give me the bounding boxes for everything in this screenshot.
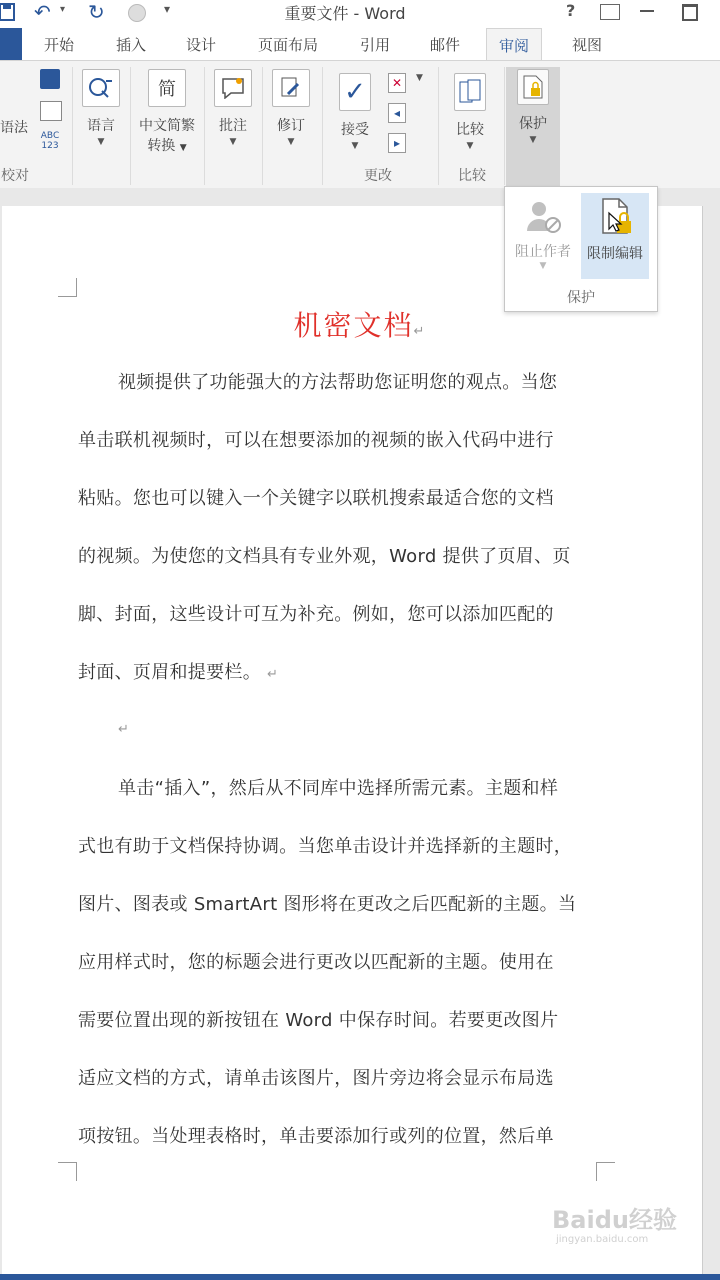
chevron-down-icon: ▼: [229, 137, 237, 147]
comment-icon: [214, 69, 252, 107]
compare-button[interactable]: [448, 73, 492, 151]
customize-qat-icon[interactable]: ▾: [164, 2, 171, 16]
accept-button[interactable]: [334, 73, 376, 151]
language-label: 语言: [87, 118, 115, 134]
previous-change-icon[interactable]: ◂: [388, 103, 406, 123]
reject-icon[interactable]: ✕: [388, 73, 406, 93]
protect-group-label: 保护: [567, 290, 595, 306]
restrict-editing-icon: [593, 195, 637, 239]
para1-line-2: 单击联机视频时，可以在想要添加的视频的嵌入代码中进行: [78, 430, 554, 451]
protect-label: 保护: [519, 116, 547, 132]
tab-mailings[interactable]: 邮件: [430, 36, 461, 54]
para2-line-6: 适应文档的方式，请单击该图片，图片旁边将会显示布局选: [78, 1068, 554, 1089]
tab-review[interactable]: 审阅: [486, 28, 542, 60]
reject-dropdown-icon[interactable]: ▼: [416, 73, 423, 83]
margin-corner-top-left: [58, 278, 77, 297]
protect-button[interactable]: [508, 69, 558, 145]
window-title: 重要文件 - Word: [284, 4, 406, 23]
accept-check-icon: ✓: [339, 73, 371, 111]
para1-line-3: 粘贴。您也可以键入一个关键字以联机搜索最适合您的文档: [78, 488, 554, 509]
para2-line-5: 需要位置出现的新按钮在 Word 中保存时间。若要更改图片: [78, 1010, 559, 1031]
ribbon-display-options-icon[interactable]: [600, 4, 620, 20]
research-icon[interactable]: [40, 69, 60, 89]
simplified-traditional-icon: 简: [148, 69, 186, 107]
language-button[interactable]: [80, 69, 122, 147]
tab-insert[interactable]: 插入: [116, 36, 147, 54]
chinese-convert-label1: 中文简繁: [139, 118, 195, 134]
undo-dropdown-icon[interactable]: ▾: [60, 4, 66, 15]
ribbon-tabs: [0, 28, 720, 60]
block-authors-button[interactable]: [509, 193, 577, 279]
block-authors-icon: [523, 197, 563, 237]
compare-label: 比较: [456, 122, 484, 138]
word-count-icon[interactable]: ABC 123: [40, 131, 60, 151]
minimize-icon[interactable]: [640, 10, 654, 12]
tab-home[interactable]: 开始: [44, 36, 75, 54]
help-button[interactable]: ?: [566, 1, 576, 20]
chevron-down-icon: ▼: [539, 261, 547, 271]
chinese-conversion-button[interactable]: [134, 69, 200, 155]
para1-line-5: 脚、封面，这些设计可互为补充。例如，您可以添加匹配的: [78, 604, 554, 625]
redo-icon[interactable]: ↻: [88, 0, 105, 24]
title-bar: [0, 0, 720, 26]
baidu-watermark: Baidu经验: [552, 1206, 677, 1234]
thesaurus-icon[interactable]: [40, 101, 62, 121]
ribbon-review: [0, 60, 720, 190]
document-heading[interactable]: 机密文档↵: [293, 309, 427, 342]
chevron-down-icon: ▼: [466, 141, 474, 151]
margin-corner-bottom-right: [596, 1162, 615, 1181]
grammar-label: 语法: [0, 120, 28, 136]
compare-group-label: 比较: [458, 168, 486, 184]
chevron-down-icon: ▼: [529, 135, 537, 145]
comments-button[interactable]: [212, 69, 254, 147]
undo-icon[interactable]: ↶: [34, 0, 51, 24]
para2-line-1: 单击“插入”，然后从不同库中选择所需元素。主题和样: [118, 778, 559, 799]
grammar-button[interactable]: [0, 117, 28, 137]
language-icon: [82, 69, 120, 107]
restrict-editing-label: 限制编辑: [587, 246, 643, 262]
document-paragraph-1[interactable]: [78, 354, 598, 704]
document-paragraph-2[interactable]: [78, 760, 598, 1166]
tab-view[interactable]: 视图: [572, 36, 603, 54]
para2-line-3: 图片、图表或 SmartArt 图形将在更改之后匹配新的主题。当: [78, 894, 577, 915]
proofing-group-label: 校对: [1, 168, 29, 184]
chinese-convert-label2: 转换 ▼: [147, 138, 187, 154]
tab-design[interactable]: 设计: [186, 36, 217, 54]
file-tab[interactable]: [0, 28, 22, 60]
restrict-editing-button[interactable]: [581, 193, 649, 279]
comments-label: 批注: [219, 118, 247, 134]
tab-references[interactable]: 引用: [360, 36, 391, 54]
next-change-icon[interactable]: ▸: [388, 133, 406, 153]
para1-line-1: 视频提供了功能强大的方法帮助您证明您的观点。当您: [118, 372, 558, 393]
maximize-icon[interactable]: [682, 4, 698, 21]
para2-line-7: 项按钮。当处理表格时，单击要添加行或列的位置，然后单: [78, 1126, 554, 1147]
baidu-watermark-url: jingyan.baidu.com: [556, 1234, 649, 1245]
changes-group-label: 更改: [364, 168, 392, 184]
chevron-down-icon: ▼: [97, 137, 105, 147]
para1-line-4: 的视频。为使您的文档具有专业外观，Word 提供了页眉、页: [78, 546, 571, 567]
accept-label: 接受: [341, 122, 369, 138]
protect-dropdown-menu: [504, 186, 658, 312]
para1-line-6: 封面、页眉和提要栏。 ↵: [78, 662, 279, 683]
tracking-label: 修订: [277, 118, 305, 134]
status-bar-edge: [0, 1274, 720, 1280]
empty-paragraph-mark: ↵: [118, 722, 129, 737]
para2-line-4: 应用样式时，您的标题会进行更改以匹配新的主题。使用在: [78, 952, 554, 973]
compare-icon: [454, 73, 486, 111]
chevron-down-icon: ▼: [287, 137, 295, 147]
track-changes-button[interactable]: [270, 69, 312, 147]
track-changes-icon: [272, 69, 310, 107]
margin-corner-bottom-left: [58, 1162, 77, 1181]
chevron-down-icon: ▼: [351, 141, 359, 151]
tab-layout[interactable]: 页面布局: [258, 36, 319, 54]
para2-line-2: 式也有助于文档保持协调。当您单击设计并选择新的主题时，: [78, 836, 573, 857]
block-authors-label: 阻止作者: [515, 244, 571, 260]
protect-document-icon: [517, 69, 549, 105]
